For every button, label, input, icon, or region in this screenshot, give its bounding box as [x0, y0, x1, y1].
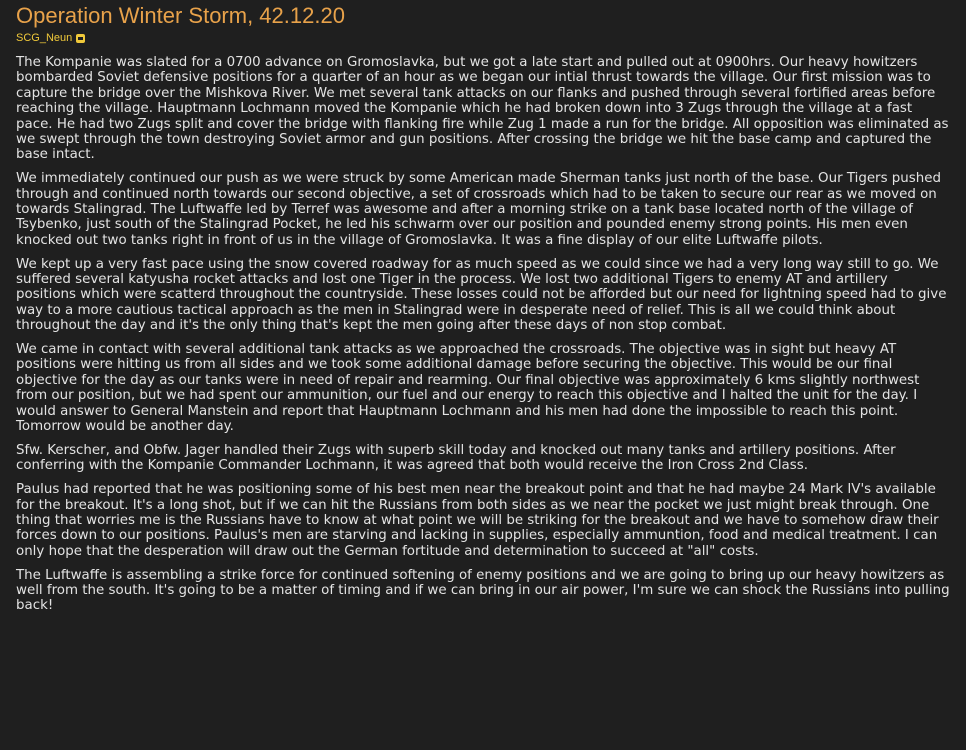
post-paragraph: The Luftwaffe is assembling a strike force for continued softening of enemy positions and we are going to bring up our heavy howitzers as well from the south. It's going to be a matter of timing and if we can bring in our air power, I'm sure we can shock the Russians into pulling back!	[16, 567, 950, 614]
author-line	[16, 31, 950, 45]
post-paragraph: Paulus had reported that he was positioning some of his best men near the breakout point and that he had maybe 24 Mark IV's available for the breakout. It's a long shot, but if we can hit the Russians from both sides as we near the pocket we just might break through. One thing that worries me is the Russians have to know at what point we will be striking for the breakout and we have to somehow draw their forces down to our positions. Paulus's men are starving and lacking in supplies, especially ammuntion, food and medical treatment. I can only hope that the desperation will draw out the German fortitude and determination to succeed at "all" costs.	[16, 482, 939, 559]
post-paragraph: We came in contact with several additional tank attacks as we approached the crossroads. The objective was in sight but heavy AT positions were hitting us from all sides and we took some additional damage before securing the objective. This would be our final objective for the day as our tanks were in need of repair and rearming. Our final objective was approximately 6 kms slightly northwest from our position, but we had spent our ammunition, our fuel and our energy to reach this objective and I halted the unit for the day. I would answer to General Manstein and report that Hauptmann Lochmann and his men had done the impossible to reach this point. Tomorrow would be another day.	[16, 342, 920, 435]
post-paragraph: Sfw. Kerscher, and Obfw. Jager handled their Zugs with superb skill today and knocked out many tanks and artillery positions. After conferring with the Kompanie Commander Lochmann, it was agreed that both would receive the Iron Cross 2nd Class.	[16, 442, 896, 474]
post-paragraph: The Kompanie was slated for a 0700 advance on Gromoslavka, but we got a late start and pulled out at 0900hrs. Our heavy howitzers bombarded Soviet defensive positions for a quarter of an hour as we began our intial thrust towards the village. Our first mission was to capture the bridge over the Mishkova River. We met several tank attacks on our flanks and pushed through several fortified areas before reaching the village. Hauptmann Lochmann moved the Kompanie which he had broken down into 3 Zugs through the village at a fast pace. He had two Zugs split and cover the bridge with flanking fire while Zug 1 made a run for the bridge. All opposition was eliminated as we swept through the town destroying Soviet armor and gun positions. After crossing the bridge we hit the base camp and captured the base intact.	[16, 55, 949, 163]
post-title: Operation Winter Storm, 42.12.20	[16, 3, 345, 28]
post-body	[16, 55, 950, 614]
member-badge-icon	[76, 34, 85, 43]
author-link[interactable]: SCG_Neun	[16, 32, 73, 44]
post-paragraph: We immediately continued our push as we were struck by some American made Sherman tanks just north of the base. Our Tigers pushed through and continued north towards our second objective, a set of crossroads which had to be taken to secure our rear as we moved on towards Stalingrad. The Luftwaffe led by Terref was awesome and after a morning strike on a tank base located north of the village of Tsybenko, just south of the Stalingrad Pocket, he led his schwarm over our position and pounded enemy strong points. His men even knocked out two tanks right in front of us in the village of Gromoslavka. It was a fine display of our elite Luftwaffe pilots.	[16, 171, 941, 248]
post-paragraph: We kept up a very fast pace using the snow covered roadway for as much speed as we could since we had a very long way still to go. We suffered several katyusha rocket attacks and lost one Tiger in the process. We lost two additional Tigers to enemy AT and artillery positions which were scatterd throughout the countryside. These losses could not be afforded but our need for lightning speed had to give way to a more cautious tactical approach as the men in Stalingrad were in desperate need of relief. This is all we could think about throughout the day and it's the only thing that's kept the men going after these days of non stop combat.	[16, 256, 947, 334]
